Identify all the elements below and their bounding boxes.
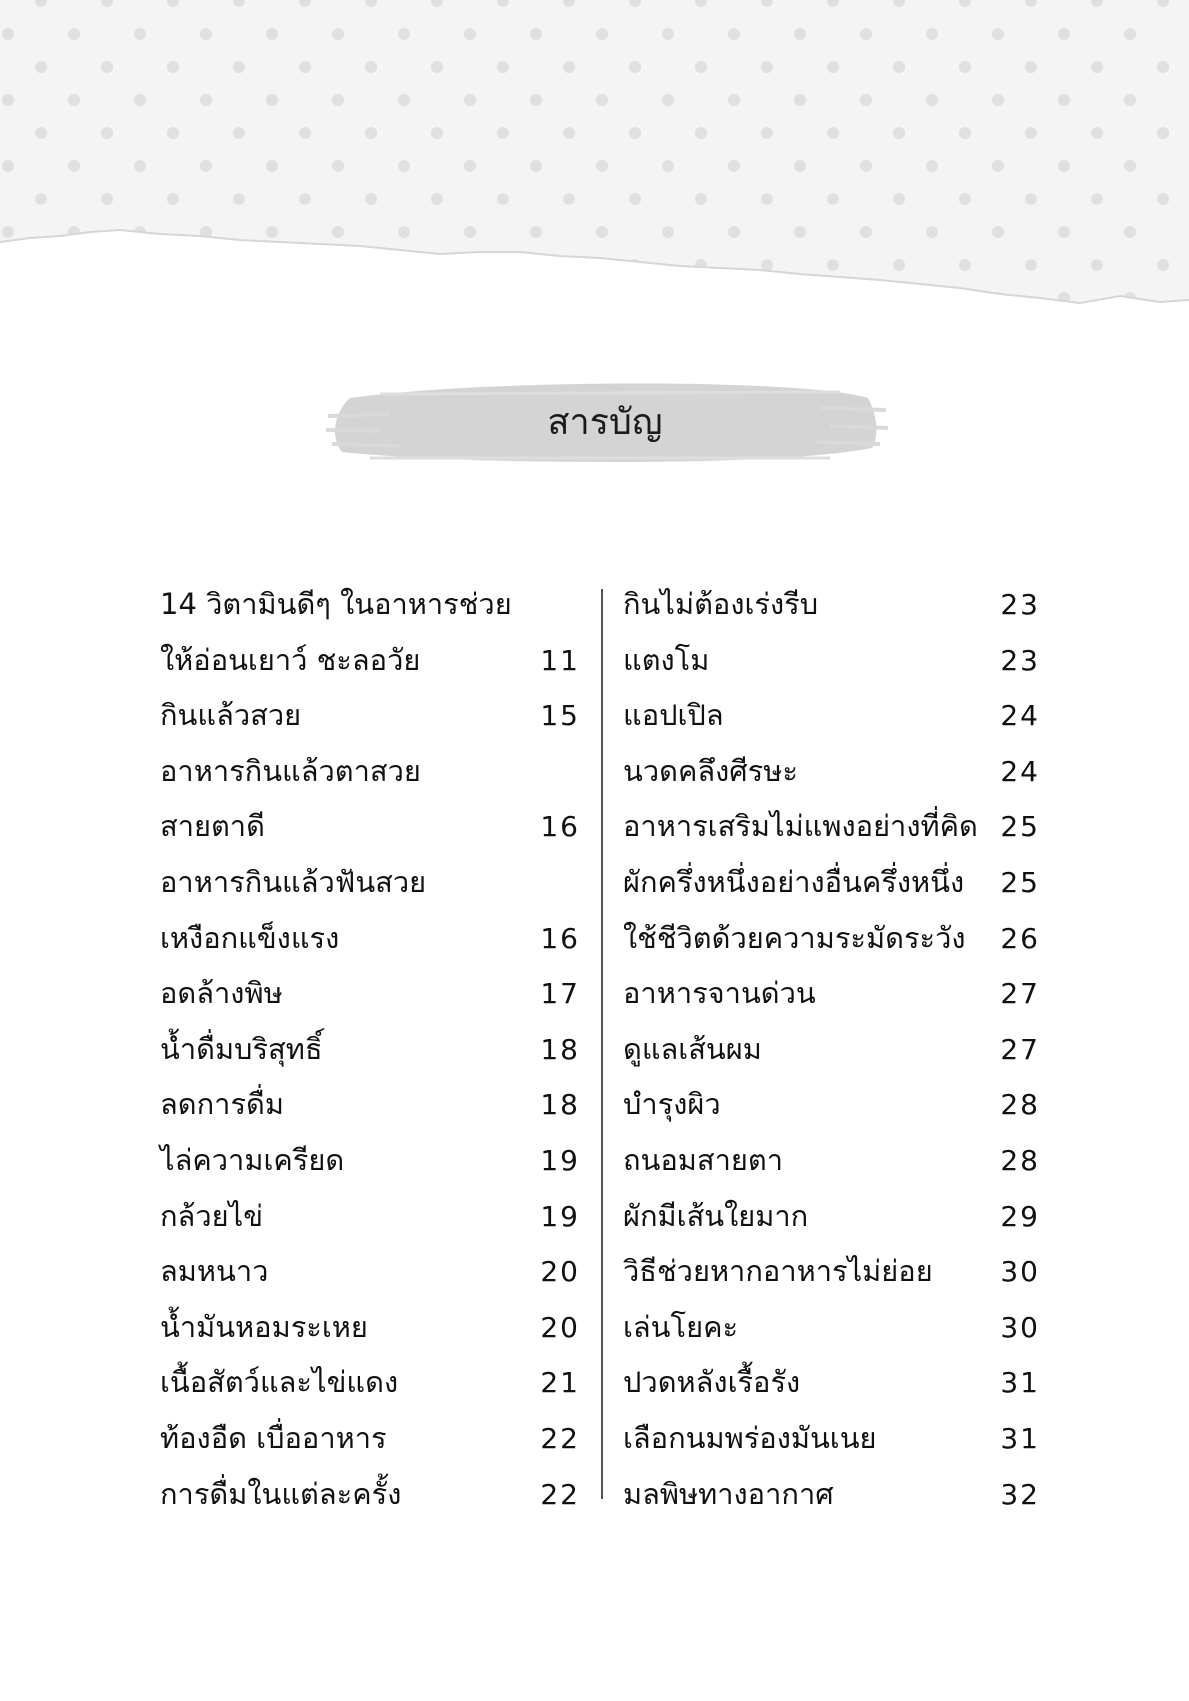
toc-entry-page-number: 24 — [1000, 754, 1040, 788]
toc-entry-title: แตงโม — [623, 642, 710, 677]
toc-entry-page-number: 20 — [540, 1310, 580, 1344]
toc-entry[interactable] — [623, 966, 1040, 1022]
title-banner — [320, 368, 890, 478]
toc-entry[interactable] — [623, 911, 1040, 967]
toc-entry[interactable] — [160, 1355, 580, 1411]
toc-right-column — [623, 577, 1040, 1522]
toc-entry[interactable] — [623, 1411, 1040, 1467]
toc-entry[interactable] — [160, 1133, 580, 1189]
toc-entry[interactable] — [160, 1467, 580, 1523]
toc-entry[interactable] — [160, 1077, 580, 1133]
table-of-contents — [160, 577, 1040, 1517]
toc-entry-page-number: 19 — [540, 1199, 580, 1233]
toc-entry[interactable] — [160, 966, 580, 1022]
toc-entry-title: ลดการดื่ม — [160, 1087, 284, 1122]
toc-entry[interactable] — [623, 1300, 1040, 1356]
toc-entry[interactable] — [623, 1467, 1040, 1523]
toc-entry-title: การดื่มในแต่ละครั้ง — [160, 1476, 402, 1511]
toc-entry-title: แอปเปิล — [623, 698, 724, 733]
toc-entry-title: อาหารจานด่วน — [623, 976, 816, 1011]
toc-entry[interactable] — [160, 1244, 580, 1300]
toc-entry[interactable] — [160, 1022, 580, 1078]
toc-entry-page-number: 11 — [540, 643, 580, 677]
toc-entry-title: อาหารเสริมไม่แพงอย่างที่คิด — [623, 809, 978, 844]
toc-entry-title: กล้วยไข่ — [160, 1198, 264, 1233]
toc-entry-title: เลือกนมพร่องมันเนย — [623, 1420, 877, 1455]
toc-entry[interactable] — [623, 633, 1040, 689]
toc-entry-title: ท้องอืด เบื่ออาหาร — [160, 1420, 387, 1455]
toc-entry-page-number: 27 — [1000, 1032, 1040, 1066]
toc-entry[interactable] — [623, 1189, 1040, 1245]
toc-entry-title: สายตาดี — [160, 809, 265, 844]
toc-entry-page-number: 16 — [540, 921, 580, 955]
toc-entry-title: อาหารกินแล้วตาสวย — [160, 753, 421, 788]
toc-entry-title: ใช้ชีวิตด้วยความระมัดระวัง — [623, 920, 966, 955]
toc-entry-page-number: 29 — [1000, 1199, 1040, 1233]
toc-entry-title: กินไม่ต้องเร่งรีบ — [623, 587, 819, 621]
toc-entry-title: วิธีช่วยหากอาหารไม่ย่อย — [623, 1254, 933, 1289]
toc-entry-page-number: 25 — [1000, 810, 1040, 844]
toc-entry[interactable] — [623, 1355, 1040, 1411]
toc-entry-page-number: 19 — [540, 1143, 580, 1177]
toc-entry-title: เนื้อสัตว์และไข่แดง — [160, 1365, 399, 1400]
toc-entry-page-number: 16 — [540, 810, 580, 844]
toc-entry-page-number: 18 — [540, 1032, 580, 1066]
toc-entry-page-number: 30 — [1000, 1310, 1040, 1344]
toc-entry-title: เล่นโยคะ — [623, 1309, 739, 1344]
toc-entry[interactable] — [160, 799, 580, 855]
toc-entry-title: ลมหนาว — [160, 1254, 269, 1289]
toc-entry[interactable] — [623, 744, 1040, 800]
toc-entry-title: นวดคลึงศีรษะ — [623, 753, 798, 788]
toc-entry-page-number: 23 — [1000, 588, 1040, 621]
toc-entry-title: บำรุงผิว — [623, 1087, 721, 1122]
toc-entry[interactable] — [623, 1022, 1040, 1078]
toc-entry-title: ปวดหลังเรื้อรัง — [623, 1365, 801, 1400]
dotted-torn-paper-header — [0, 0, 1189, 320]
toc-entry-title: เหงือกแข็งแรง — [160, 920, 340, 955]
toc-entry-page-number: 25 — [1000, 865, 1040, 899]
toc-entry-title: ถนอมสายตา — [623, 1142, 784, 1177]
toc-entry-title: มลพิษทางอากาศ — [623, 1476, 834, 1511]
toc-entry-title: กินแล้วสวย — [160, 698, 302, 733]
toc-entry[interactable] — [160, 1189, 580, 1245]
toc-entry-title: ผักมีเส้นใยมาก — [623, 1198, 809, 1233]
toc-entry[interactable] — [623, 1133, 1040, 1189]
toc-entry-page-number: 27 — [1000, 977, 1040, 1011]
toc-entry-page-number: 21 — [540, 1366, 580, 1400]
toc-entry-page-number: 22 — [540, 1421, 580, 1455]
toc-entry-page-number: 31 — [1000, 1366, 1040, 1400]
toc-entry-title: ผักครึ่งหนึ่งอย่างอื่นครึ่งหนึ่ง — [623, 864, 965, 899]
toc-entry-title: ดูแลเส้นผม — [623, 1031, 762, 1066]
toc-entry[interactable] — [623, 577, 1040, 633]
toc-entry-page-number: 31 — [1000, 1421, 1040, 1455]
toc-entry[interactable] — [623, 1077, 1040, 1133]
column-divider — [601, 589, 603, 1499]
toc-entry[interactable] — [160, 744, 580, 800]
toc-entry-page-number: 24 — [1000, 699, 1040, 733]
toc-entry-title: 14 วิตามินดีๆ ในอาหารช่วย — [160, 587, 512, 621]
toc-entry[interactable] — [160, 1411, 580, 1467]
page-title: สารบัญ — [547, 402, 663, 443]
toc-entry-page-number: 23 — [1000, 643, 1040, 677]
toc-entry-title: ไล่ความเครียด — [160, 1142, 345, 1177]
toc-entry[interactable] — [160, 855, 580, 911]
toc-entry-title: ให้อ่อนเยาว์ ชะลอวัย — [160, 642, 421, 677]
toc-left-column — [160, 577, 580, 1522]
toc-entry-page-number: 26 — [1000, 921, 1040, 955]
toc-entry-page-number: 28 — [1000, 1143, 1040, 1177]
toc-entry[interactable] — [160, 688, 580, 744]
toc-entry-title: น้ำดื่มบริสุทธิ์ — [160, 1031, 323, 1066]
toc-entry[interactable] — [160, 633, 580, 689]
toc-entry-page-number: 32 — [1000, 1477, 1040, 1511]
toc-entry[interactable] — [623, 688, 1040, 744]
toc-entry-page-number: 18 — [540, 1088, 580, 1122]
toc-entry-title: อาหารกินแล้วฟันสวย — [160, 864, 427, 899]
toc-entry-page-number: 22 — [540, 1477, 580, 1511]
toc-entry[interactable] — [160, 577, 580, 633]
toc-entry-page-number: 30 — [1000, 1255, 1040, 1289]
toc-entry[interactable] — [623, 855, 1040, 911]
toc-entry-page-number: 28 — [1000, 1088, 1040, 1122]
toc-entry[interactable] — [623, 799, 1040, 855]
toc-entry[interactable] — [160, 911, 580, 967]
toc-entry-title: อดล้างพิษ — [160, 976, 283, 1011]
toc-entry[interactable] — [160, 1300, 580, 1356]
toc-entry-page-number: 17 — [540, 977, 580, 1011]
toc-entry[interactable] — [623, 1244, 1040, 1300]
toc-entry-title: น้ำมันหอมระเหย — [160, 1309, 368, 1344]
toc-entry-page-number: 15 — [540, 699, 580, 733]
toc-entry-page-number: 20 — [540, 1255, 580, 1289]
